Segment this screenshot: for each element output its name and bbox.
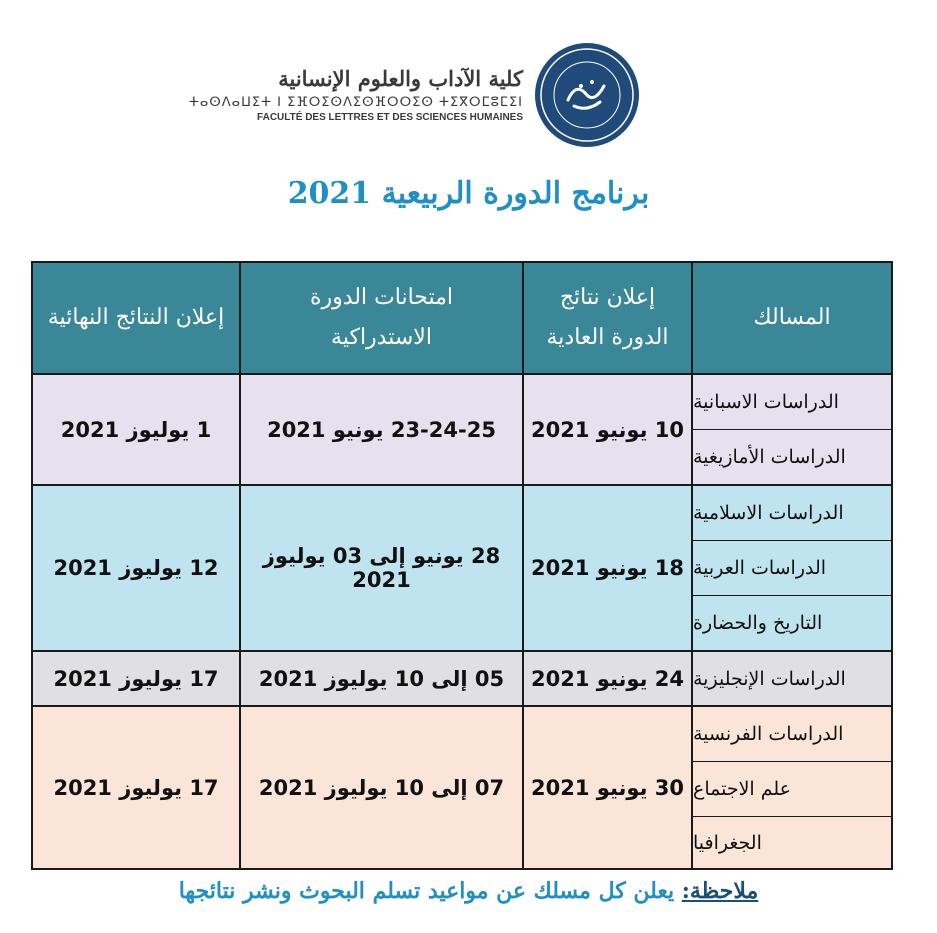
makeup-exams-cell: 07 إلى 10 يوليوز 2021 xyxy=(258,775,505,800)
track-name: علم الاجتماع xyxy=(693,778,792,800)
track-name: التاريخ والحضارة xyxy=(693,612,823,634)
makeup-exams-cell: 05 إلى 10 يوليوز 2021 xyxy=(258,666,505,691)
tracks-cell xyxy=(693,652,891,705)
table-row xyxy=(33,373,891,484)
final-results-cell: 17 يوليوز 2021 xyxy=(53,666,219,691)
track-name: الدراسات الأمازيغية xyxy=(693,446,846,468)
regular-results-cell: 24 يونيو 2021 xyxy=(531,666,684,691)
table-row xyxy=(33,705,891,868)
header-regular-results: إعلان نتائج الدورة العادية xyxy=(524,263,691,373)
header-final-results: إعلان النتائج النهائية xyxy=(33,263,239,373)
page-title: برنامج الدورة الربيعية 2021 xyxy=(287,176,650,211)
schedule-table xyxy=(31,261,893,870)
track-name: الدراسات الفرنسية xyxy=(693,723,844,745)
university-seal-icon xyxy=(534,42,640,148)
regular-results-cell: 10 يونيو 2021 xyxy=(531,417,684,442)
track-name: الجغرافيا xyxy=(693,831,762,854)
track-name: الدراسات الاسلامية xyxy=(693,502,844,524)
final-results-cell: 1 يوليوز 2021 xyxy=(60,417,212,442)
note-label: ملاحظة: xyxy=(681,878,759,904)
track-name: الدراسات الاسبانية xyxy=(693,391,839,413)
table-header-row xyxy=(33,263,891,373)
makeup-exams-cell: 23-24-25 يونيو 2021 xyxy=(267,417,496,442)
track-name: الدراسات الإنجليزية xyxy=(693,667,846,690)
faculty-name-french: FACULTÉ DES LETTRES ET DES SCIENCES HUMAINES xyxy=(257,112,523,123)
regular-results-cell: 18 يونيو 2021 xyxy=(531,556,684,580)
final-results-cell: 12 يوليوز 2021 xyxy=(53,556,219,580)
makeup-exams-cell: 28 يونيو إلى 03 يوليوز 2021 xyxy=(262,544,501,592)
table-row xyxy=(33,484,891,650)
table-row xyxy=(33,650,891,705)
tracks-cell xyxy=(693,486,891,650)
regular-results-cell: 30 يونيو 2021 xyxy=(531,775,684,800)
tracks-cell xyxy=(693,375,891,484)
page-header xyxy=(0,30,937,150)
faculty-name-arabic: كلية الآداب والعلوم الإنسانية xyxy=(278,66,523,91)
footer-note xyxy=(0,878,937,904)
header-tracks: المسالك xyxy=(693,263,891,373)
faculty-name-tifinagh: ⵜⴰⵙⴷⴰⵡⵉⵜ ⵏ ⵉⴼⵔⵉⵙⴷⵉⵙⴼⵔⵔⵉⵙ ⵜⵉⴳⵔⵎⵓⵎⵉⵏ xyxy=(188,95,523,110)
tracks-cell xyxy=(693,707,891,868)
track-name: الدراسات العربية xyxy=(693,557,827,579)
note-text: يعلن كل مسلك عن مواعيد تسلم البحوث ونشر نتائجها xyxy=(178,878,682,904)
final-results-cell: 17 يوليوز 2021 xyxy=(53,775,219,800)
header-makeup-exams: امتحانات الدورة الاستدراكية xyxy=(241,263,522,373)
